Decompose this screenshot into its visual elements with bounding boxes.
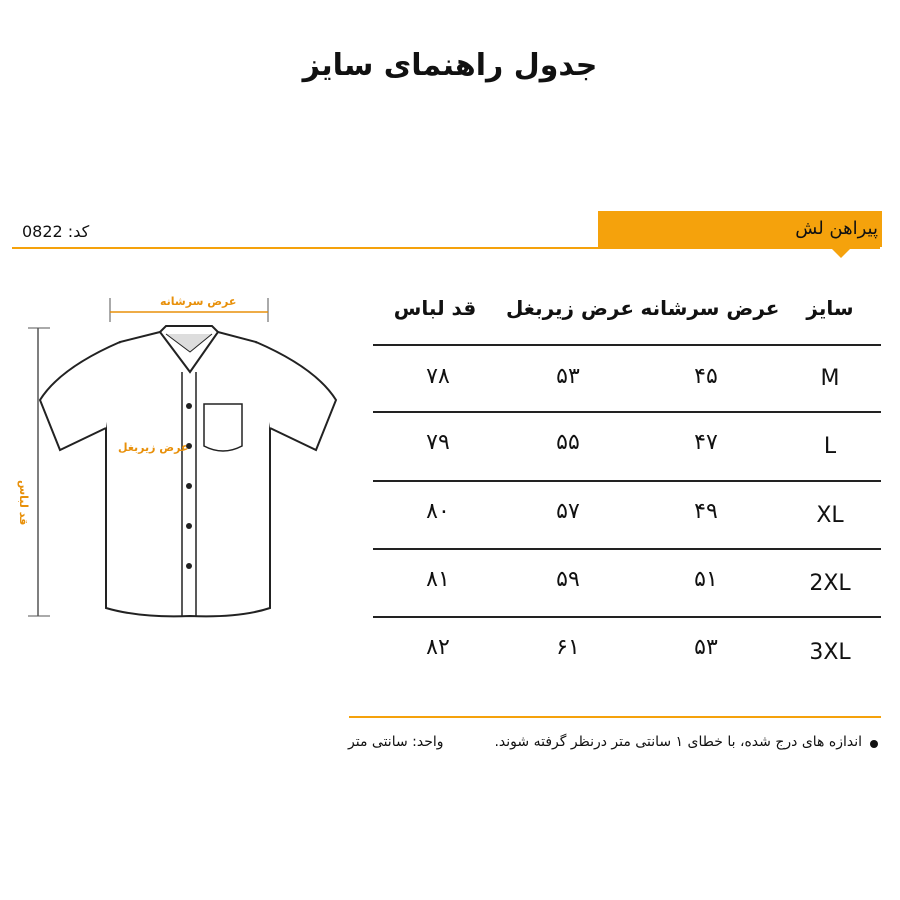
table-cell-shoulder: ۴۹ bbox=[694, 499, 718, 524]
table-cell-length: ۸۲ bbox=[426, 635, 450, 660]
header-length: قد لباس bbox=[393, 296, 477, 320]
header-size: سایز bbox=[806, 296, 854, 320]
table-row-divider bbox=[373, 480, 881, 482]
table-cell-size: L bbox=[823, 434, 837, 459]
length-dim-label: قد لباس bbox=[17, 480, 30, 526]
armpit-dim-label: عرض زیربغل bbox=[118, 441, 189, 454]
table-cell-length: ۸۱ bbox=[426, 567, 450, 592]
header-armpit: عرض زیربغل bbox=[505, 296, 635, 320]
bullet-icon bbox=[870, 740, 878, 748]
footer-divider bbox=[349, 716, 881, 718]
table-cell-armpit: ۵۳ bbox=[556, 364, 580, 389]
table-cell-armpit: ۵۹ bbox=[556, 567, 580, 592]
table-row-divider bbox=[373, 548, 881, 550]
table-row-divider bbox=[373, 344, 881, 346]
table-row-divider bbox=[373, 616, 881, 618]
product-code: کد: 0822 bbox=[22, 222, 90, 241]
table-row-divider bbox=[373, 411, 881, 413]
shoulder-dim-label: عرض سرشانه bbox=[160, 295, 237, 308]
table-cell-armpit: ۵۷ bbox=[556, 499, 580, 524]
header-divider bbox=[12, 247, 880, 249]
table-cell-shoulder: ۴۵ bbox=[694, 364, 718, 389]
table-cell-size: 2XL bbox=[809, 571, 851, 596]
table-cell-shoulder: ۵۱ bbox=[694, 567, 718, 592]
table-cell-size: M bbox=[820, 366, 840, 391]
table-cell-shoulder: ۴۷ bbox=[694, 430, 718, 455]
table-cell-size: 3XL bbox=[809, 640, 851, 665]
table-cell-size: XL bbox=[816, 503, 844, 528]
header-shoulder: عرض سرشانه bbox=[640, 296, 780, 320]
table-cell-shoulder: ۵۳ bbox=[694, 635, 718, 660]
product-name: پیراهن لش bbox=[795, 218, 878, 239]
table-cell-armpit: ۶۱ bbox=[556, 635, 580, 660]
table-cell-length: ۷۹ bbox=[426, 430, 450, 455]
unit-note: واحد: سانتی متر bbox=[348, 734, 444, 750]
table-cell-length: ۷۸ bbox=[426, 364, 450, 389]
shirt-diagram bbox=[20, 290, 350, 630]
tolerance-note: اندازه های درج شده، با خطای ۱ سانتی متر درنظر گرفته شوند. bbox=[494, 734, 862, 750]
table-cell-armpit: ۵۵ bbox=[556, 430, 580, 455]
page-title: جدول راهنمای سایز bbox=[302, 48, 598, 83]
table-cell-length: ۸۰ bbox=[426, 499, 450, 524]
